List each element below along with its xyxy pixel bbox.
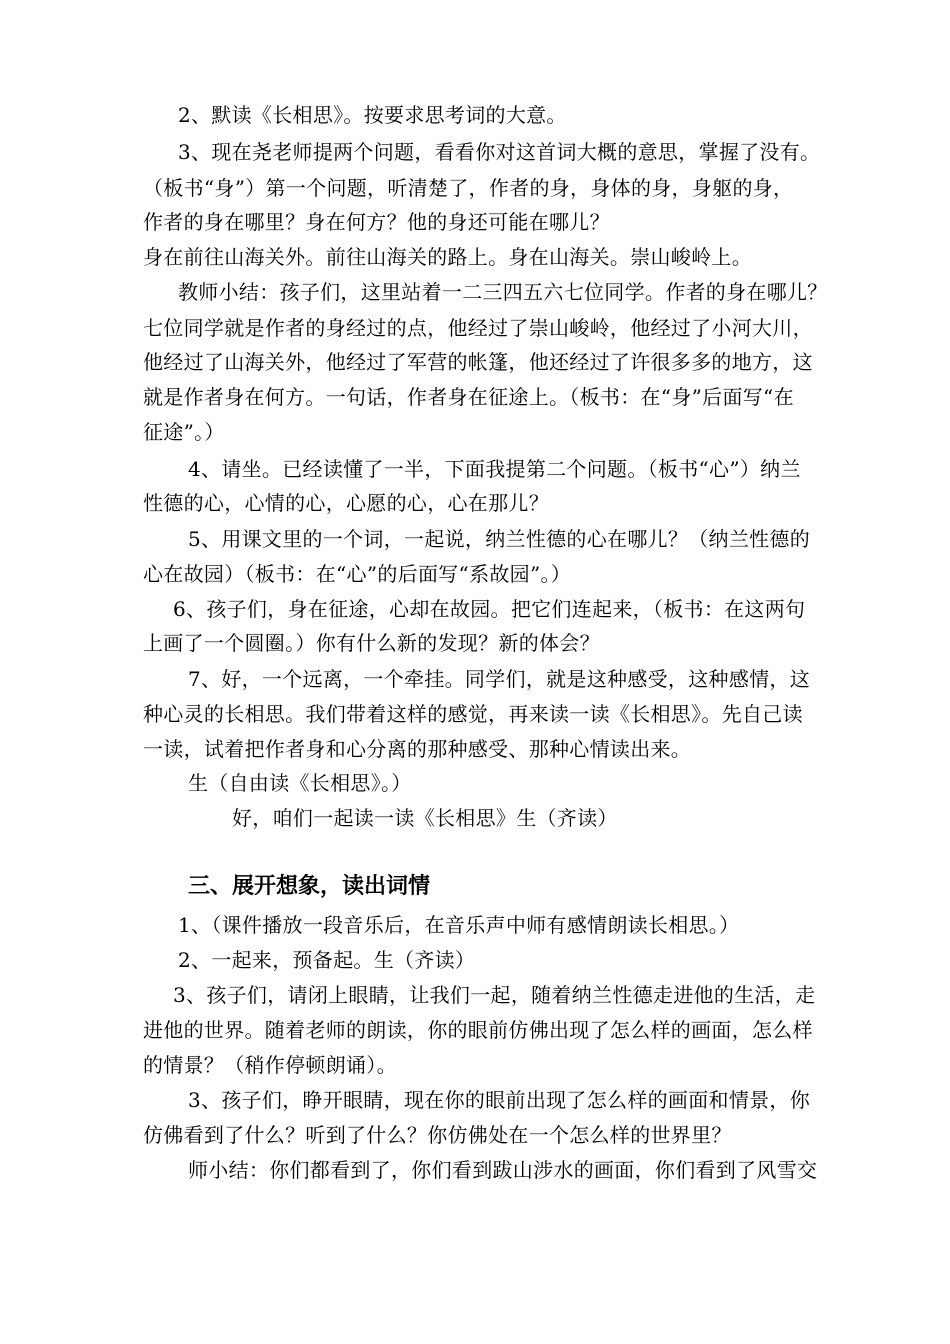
text-line: （板书“身”）第一个问题，听清楚了，作者的身，身体的身，身躯的身， bbox=[143, 176, 794, 200]
text-line: 的情景？（稍作停顿朗诵）。 bbox=[143, 1053, 397, 1077]
text-line: 2、默读《长相思》。按要求思考词的大意。 bbox=[178, 103, 567, 127]
text-line: 4、请坐。已经读懂了一半，下面我提第二个问题。（板书“心”）纳兰 bbox=[188, 457, 801, 481]
text-line: 好，咱们一起读一读《长相思》生（齐读） bbox=[232, 806, 618, 830]
text-line: 仿佛看到了什么？听到了什么？你仿佛处在一个怎么样的世界里？ bbox=[143, 1123, 732, 1147]
text-line: 3、孩子们，请闭上眼睛，让我们一起，随着纳兰性德走进他的生活，走 bbox=[173, 983, 816, 1007]
text-line: 3、现在尧老师提两个问题，看看你对这首词大概的意思，掌握了没有。 bbox=[178, 140, 821, 164]
text-line: 一读，试着把作者身和心分离的那种感受、那种心情读出来。 bbox=[143, 737, 692, 761]
text-line: 性德的心，心情的心，心愿的心，心在那儿？ bbox=[143, 491, 549, 515]
text-line: 种心灵的长相思。我们带着这样的感觉，再来读一读《长相思》。先自己读 bbox=[143, 702, 803, 726]
text-line: 7、好，一个远离，一个牵挂。同学们，就是这种感受，这种感情，这 bbox=[188, 667, 811, 691]
text-line: 就是作者身在何方。一句话，作者身在征途上。（板书：在“身”后面写“在 bbox=[143, 385, 794, 409]
text-line: 3、孩子们，睁开眼睛，现在你的眼前出现了怎么样的画面和情景，你 bbox=[188, 1088, 811, 1112]
text-line: 2、一起来，预备起。生（齐读） bbox=[178, 948, 476, 972]
text-line: 心在故园）（板书：在“心”的后面写“系故园”。） bbox=[143, 562, 572, 586]
text-line: 他经过了山海关外，他经过了军营的帐篷，他还经过了许很多多的地方，这 bbox=[143, 350, 813, 374]
text-line: 6、孩子们，身在征途，心却在故园。把它们连起来，（板书：在这两句 bbox=[173, 597, 806, 621]
text-line: 教师小结：孩子们，这里站着一二三四五六七位同学。作者的身在哪儿？ bbox=[178, 280, 828, 304]
section-heading: 三、展开想象，读出词情 bbox=[188, 874, 431, 899]
text-line: 进他的世界。随着老师的朗读，你的眼前仿佛出现了怎么样的画面，怎么样 bbox=[143, 1018, 813, 1042]
text-line: 上画了一个圆圈。）你有什么新的发现？新的体会？ bbox=[143, 631, 600, 655]
text-line: 师小结：你们都看到了，你们看到跋山涉水的画面，你们看到了风雪交 bbox=[188, 1158, 818, 1182]
text-line: 身在前往山海关外。前往山海关的路上。身在山海关。崇山峻岭上。 bbox=[143, 245, 752, 269]
text-line: 生（自由读《长相思》。） bbox=[188, 771, 412, 795]
text-line: 征途”。） bbox=[143, 420, 225, 444]
text-line: 七位同学就是作者的身经过的点，他经过了崇山峻岭，他经过了小河大川， bbox=[143, 316, 813, 340]
text-line: 1、（课件播放一段音乐后，在音乐声中师有感情朗读长相思。） bbox=[178, 913, 740, 937]
text-line: 作者的身在哪里？身在何方？他的身还可能在哪儿？ bbox=[143, 210, 610, 234]
text-line: 5、用课文里的一个词，一起说，纳兰性德的心在哪儿？（纳兰性德的 bbox=[188, 527, 811, 551]
